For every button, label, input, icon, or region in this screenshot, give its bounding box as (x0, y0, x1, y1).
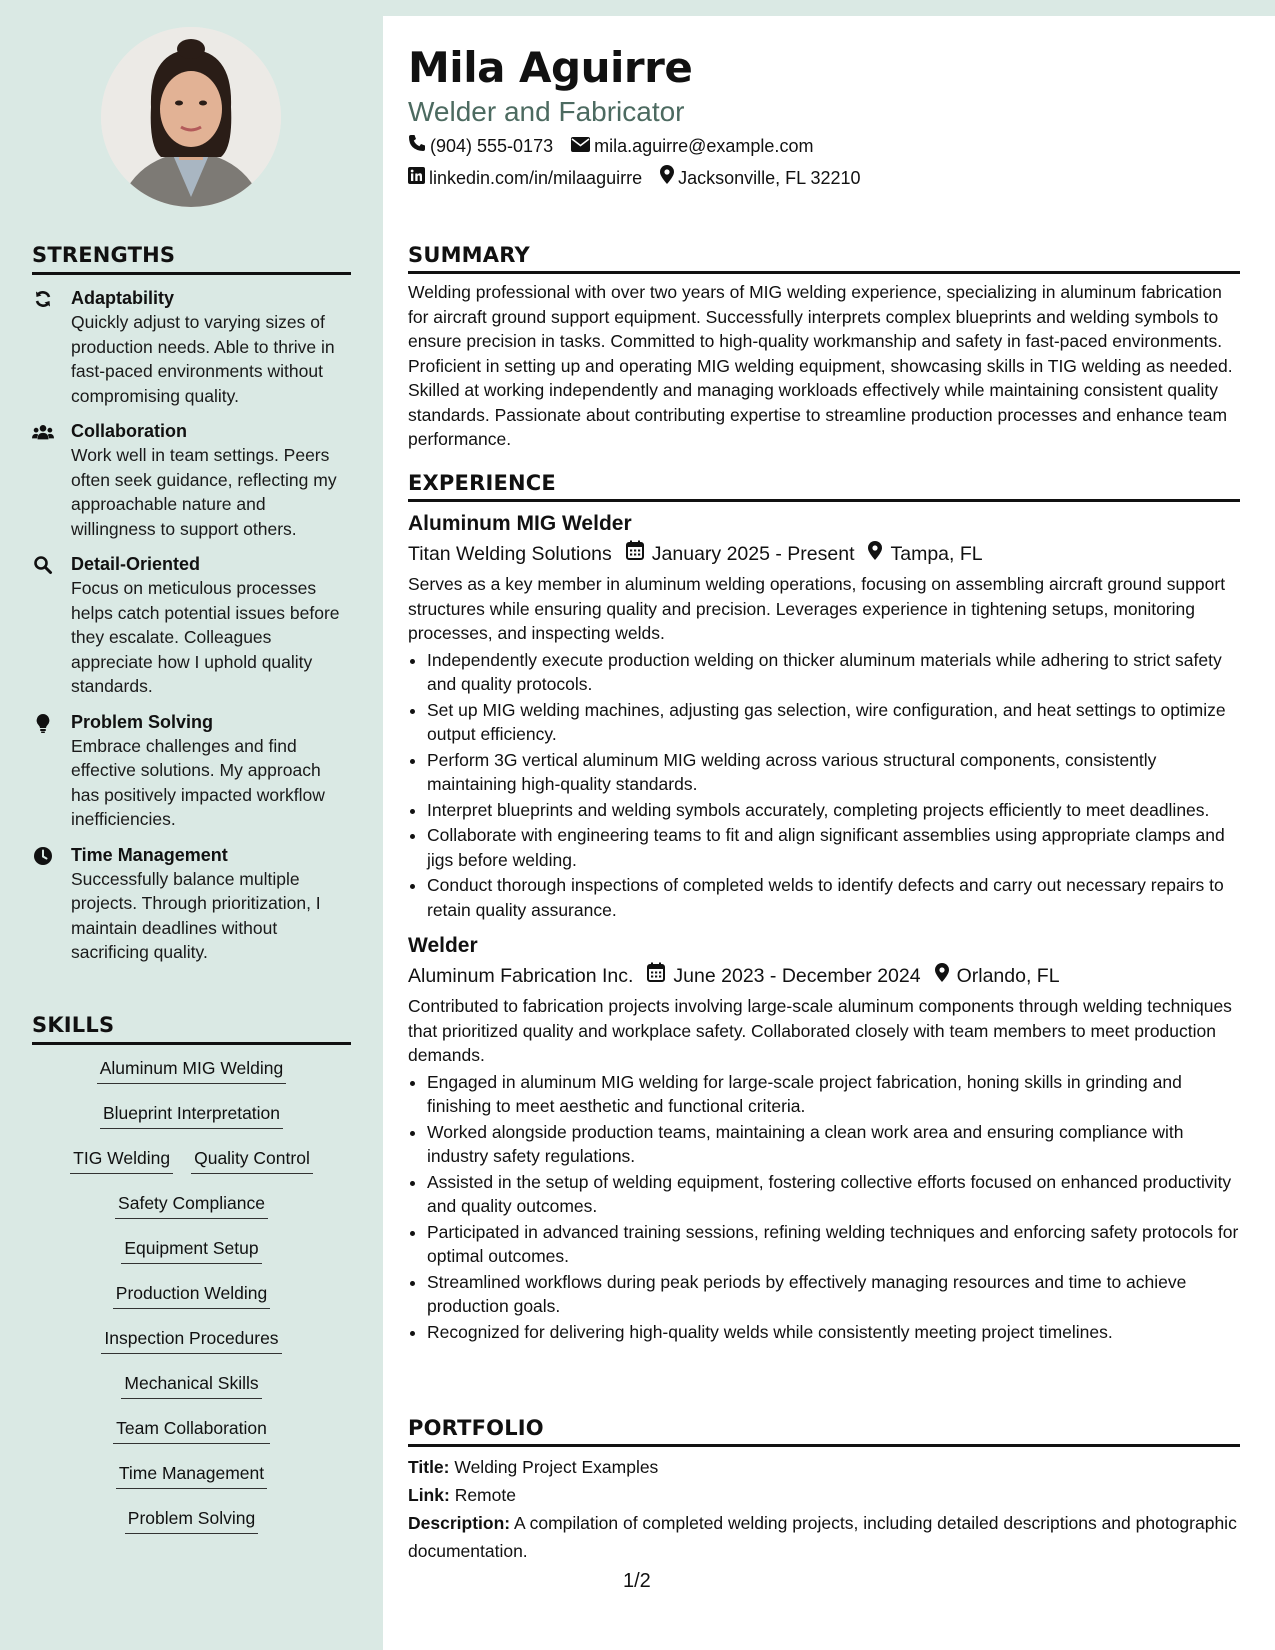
job-location: Tampa, FL (890, 543, 983, 565)
strength-desc: Embrace challenges and find effective solutions. My approach has positively impacted workflow inefficiencies. (71, 735, 325, 829)
portfolio-title-value: Welding Project Examples (454, 1457, 659, 1477)
company-name: Aluminum Fabrication Inc. (408, 965, 634, 987)
job-bullet: • Engaged in aluminum MIG welding for large-scale project fabrication, honing skills in grinding and finishing to meet aesthetic and functional criteria. (427, 1070, 1240, 1119)
candidate-name: Mila Aguirre (408, 43, 693, 92)
portfolio-link-value[interactable]: Remote (454, 1485, 516, 1505)
skill-tag: Problem Solving (125, 1507, 258, 1534)
skill-tag: Safety Compliance (115, 1192, 268, 1219)
email-address[interactable]: mila.aguirre@example.com (594, 136, 814, 156)
summary-section (408, 243, 1240, 452)
job-description: Serves as a key member in aluminum welding operations, focusing on assembling aircraft ground support structures while ensuring quality and precision. Leverages experience in tightening setups, monitoring processes, and inspecting welds. (408, 574, 1226, 643)
experience-section (408, 471, 1240, 1345)
summary-heading: SUMMARY (408, 243, 1240, 274)
strengths-heading: STRENGTHS (32, 243, 351, 275)
job-bullets (408, 1070, 1240, 1345)
strength-title: Adaptability (71, 288, 175, 308)
job-bullet: • Conduct thorough inspections of completed welds to identify defects and carry out necessary repairs to retain quality assurance. (427, 873, 1240, 922)
candidate-title: Welder and Fabricator (408, 96, 685, 127)
job-entry (408, 932, 1240, 1344)
location-pin-icon (935, 962, 949, 990)
location-pin-icon (660, 165, 674, 190)
job-description: Contributed to fabrication projects involving large-scale aluminum components through welding techniques that prioritized quality and workplace safety. Collaborated closely with team members to meet production demands. (408, 996, 1232, 1065)
skills-heading: SKILLS (32, 1013, 351, 1045)
job-bullet: • Streamlined workflows during peak periods by effectively managing resources and time to achieve production goals. (427, 1270, 1240, 1319)
job-bullets (408, 648, 1240, 923)
skill-tag: Team Collaboration (113, 1417, 270, 1444)
job-dates: June 2023 - December 2024 (673, 965, 921, 987)
strength-desc: Successfully balance multiple projects. Through prioritization, I maintain deadlines without sacrificing quality. (71, 868, 321, 962)
job-bullet: • Assisted in the setup of welding equipment, fostering collective efforts focused on enhanced productivity and quality outcomes. (427, 1170, 1240, 1219)
strength-item (32, 286, 351, 408)
skill-tag: Mechanical Skills (121, 1372, 261, 1399)
job-meta (408, 540, 1240, 568)
company-name: Titan Welding Solutions (408, 543, 612, 565)
strength-title: Collaboration (71, 421, 187, 441)
skill-tag: Time Management (116, 1462, 267, 1489)
job-dates: January 2025 - Present (651, 543, 855, 565)
job-meta (408, 962, 1240, 990)
page-number: 1/2 (623, 1570, 651, 1592)
job-bullet: • Collaborate with engineering teams to fit and align significant assemblies using appropriate clamps and jigs before welding. (427, 823, 1240, 872)
strengths-section (32, 243, 351, 976)
linkedin-icon (408, 166, 425, 190)
portfolio-title-line (408, 1453, 1240, 1481)
portfolio-link-line (408, 1481, 1240, 1509)
strength-desc: Work well in team settings. Peers often seek guidance, reflecting my approachable nature and willingness to support others. (71, 445, 337, 539)
location-pin-icon (868, 540, 882, 568)
refresh-icon (32, 289, 54, 309)
clock-icon (32, 846, 54, 866)
job-bullet: • Perform 3G vertical aluminum MIG welding across various structural components, consistently maintaining high-quality standards. (427, 748, 1240, 797)
portfolio-desc-label: Description: (408, 1513, 511, 1533)
linkedin-url[interactable]: linkedin.com/in/milaaguirre (429, 167, 643, 188)
lightbulb-icon (32, 713, 54, 733)
job-title: Welder (408, 934, 478, 957)
portfolio-section (408, 1416, 1240, 1565)
strength-desc: Focus on meticulous processes helps catch potential issues before they escalate. Colleagues appreciate how I uphold quality standards. (71, 578, 340, 696)
job-bullet: • Worked alongside production teams, maintaining a clean work area and ensuring compliance with industry safety regulations. (427, 1120, 1240, 1169)
location-text: Jacksonville, FL 32210 (678, 167, 861, 188)
job-bullet: • Set up MIG welding machines, adjusting gas selection, wire configuration, and heat settings to optimize output efficiency. (427, 698, 1240, 747)
summary-text: Welding professional with over two years of MIG welding experience, specializing in aluminum fabrication for aircraft ground support equipment. Successfully interprets complex blueprints and welding symbols to ensure precision in tasks. Committed to high-quality workmanship and safety in fast-paced environments. Proficient in setting up and operating MIG welding equipment, showcasing skills in TIG welding as needed. Skilled at working independently and managing workloads effectively while maintaining consistent quality standards. Passionate about contributing expertise to streamline production processes and enhance team performance. (408, 282, 1233, 449)
phone-number: (904) 555-0173 (430, 136, 554, 156)
skill-tag: Equipment Setup (121, 1237, 261, 1264)
contact-row-1 (408, 134, 813, 158)
users-icon (32, 422, 54, 442)
job-bullet: • Participated in advanced training sessions, refining welding techniques and enforcing safety protocols for optimal outcomes. (427, 1220, 1240, 1269)
job-bullet: • Recognized for delivering high-quality welds while consistently meeting project timelines. (427, 1320, 1240, 1345)
email-icon (571, 134, 590, 158)
skill-tag: Aluminum MIG Welding (97, 1057, 287, 1084)
phone-icon (408, 134, 426, 158)
strength-title: Problem Solving (71, 711, 214, 732)
experience-heading: EXPERIENCE (408, 471, 1240, 502)
skills-section (32, 1013, 351, 1552)
strength-title: Detail-Oriented (71, 554, 201, 574)
job-entry (408, 510, 1240, 922)
job-title: Aluminum MIG Welder (408, 512, 632, 535)
skills-list (32, 1057, 351, 1552)
job-location: Orlando, FL (956, 965, 1060, 987)
contact-row-2 (408, 165, 861, 190)
calendar-icon (626, 540, 644, 568)
job-bullet: • Independently execute production welding on thicker aluminum materials while adhering to strict safety and quality protocols. (427, 648, 1240, 697)
portfolio-link-label: Link: (408, 1485, 450, 1505)
portfolio-desc-value: A compilation of completed welding projects, including detailed descriptions and photographic documentation. (408, 1513, 1237, 1561)
skill-tag: Quality Control (191, 1147, 313, 1174)
skill-tag: TIG Welding (70, 1147, 173, 1174)
portfolio-desc-line (408, 1509, 1240, 1565)
calendar-icon (647, 962, 665, 990)
skill-tag: Inspection Procedures (101, 1327, 281, 1354)
skill-tag: Blueprint Interpretation (100, 1102, 283, 1129)
profile-photo (101, 27, 281, 207)
strength-item (32, 552, 351, 699)
strength-title: Time Management (71, 844, 228, 865)
skill-tag: Production Welding (113, 1282, 270, 1309)
strength-item (32, 710, 351, 832)
strength-desc: Quickly adjust to varying sizes of production needs. Able to thrive in fast-paced environments without compromising quality. (71, 312, 335, 406)
portfolio-heading: PORTFOLIO (408, 1416, 1240, 1447)
strength-item (32, 419, 351, 541)
strength-item (32, 843, 351, 965)
search-icon (32, 555, 54, 575)
portfolio-title-label: Title: (408, 1457, 450, 1477)
job-bullet: • Interpret blueprints and welding symbols accurately, completing projects efficiently to meet deadlines. (427, 798, 1240, 823)
